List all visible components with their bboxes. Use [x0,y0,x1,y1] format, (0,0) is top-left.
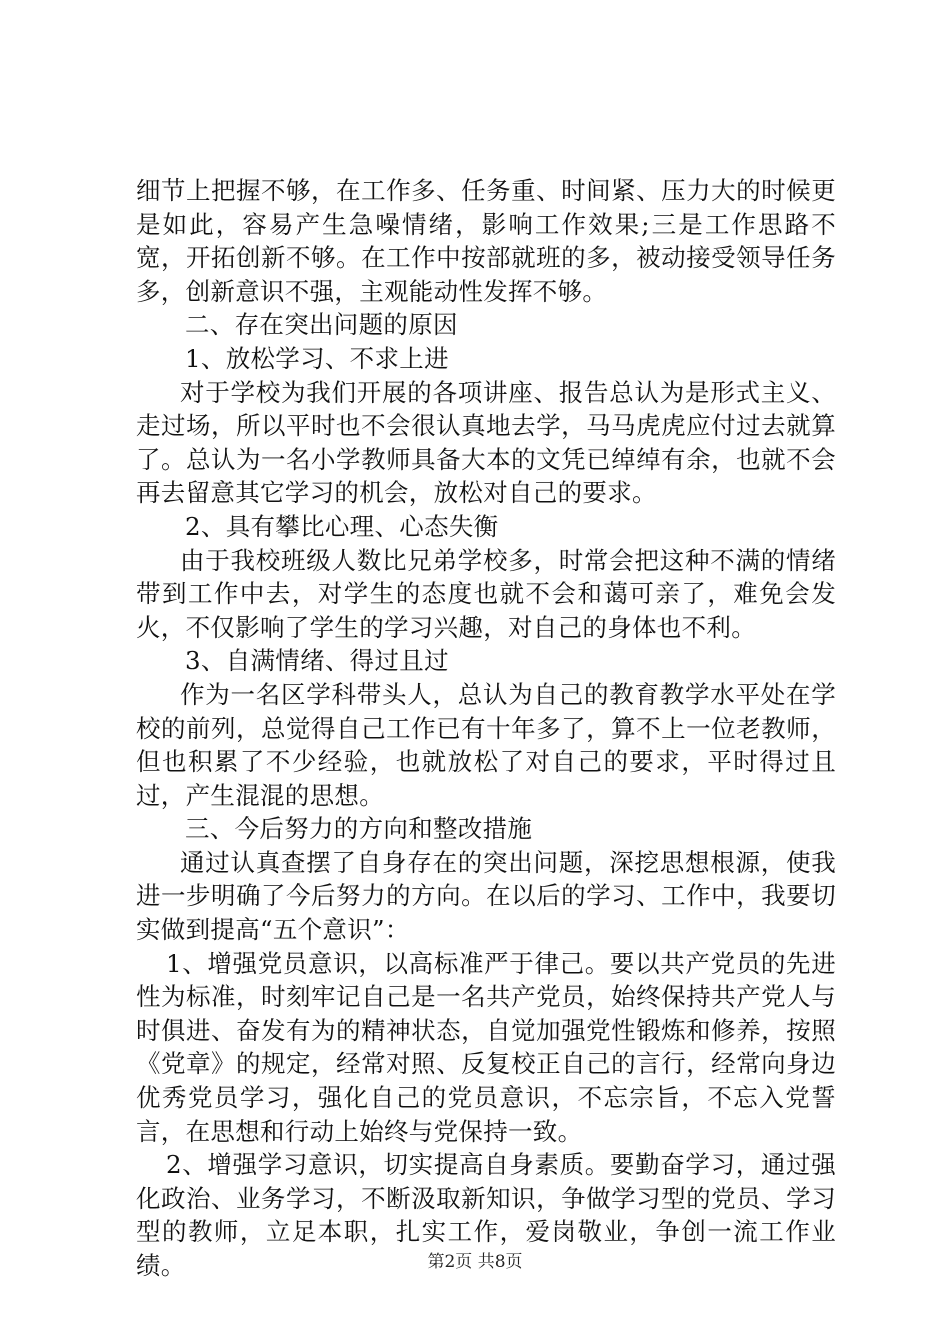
paragraph-cause-3: 作为一名区学科带头人，总认为自己的教育教学水平处在学校的前列，总觉得自己工作已有十年多了，算不上一位老教师，但也积累了不少经验，也就放松了对自己的要求，平时得过且过，产生混混的思想。 [136,679,836,810]
document-body [136,174,836,1283]
paragraph-measure-1: 1、增强党员意识，以高标准严于律己。要以共产党员的先进性为标准，时刻牢记自己是一名共产党员，始终保持共产党人与时俱进、奋发有为的精神状态，自觉加强党性锻炼和修养，按照《党章》的规定，经常对照、反复校正自己的言行，经常向身边优秀党员学习，强化自己的党员意识，不忘宗旨，不忘入党誓言，在思想和行动上始终与党保持一致。 [136,948,836,1146]
paragraph-continuation: 细节上把握不够，在工作多、任务重、时间紧、压力大的时候更是如此，容易产生急噪情绪，影响工作效果;三是工作思路不宽，开拓创新不够。在工作中按部就班的多，被动接受领导任务多，创新意识不强，主观能动性发挥不够。 [136,176,836,306]
paragraph-cause-1: 对于学校为我们开展的各项讲座、报告总认为是形式主义、走过场，所以平时也不会很认真地去学，马马虎虎应付过去就算了。总认为一名小学教师具备大本的文凭已绰绰有余，也就不会再去留意其它学习的机会，放松对自己的要求。 [136,377,836,508]
section-heading-causes: 二、存在突出问题的原因 [185,310,458,340]
section-heading-measures: 三、今后努力的方向和整改措施 [185,814,533,844]
page-number-footer: 第2页 共8页 [427,1252,523,1272]
paragraph-cause-2: 由于我校班级人数比兄弟学校多，时常会把这种不满的情绪带到工作中去，对学生的态度也就不会和蔼可亲了，难免会发火，不仅影响了学生的学习兴趣，对自己的身体也不利。 [136,545,836,642]
subheading-cause-2: 2、具有攀比心理、心态失衡 [185,511,499,541]
paragraph-measure-2: 2、增强学习意识，切实提高自身素质。要勤奋学习，通过强化政治、业务学习，不断汲取新知识，争做学习型的党员、学习型的教师，立足本职，扎实工作，爱岗敬业，争创一流工作业绩。 [136,1150,836,1280]
subheading-cause-1: 1、放松学习、不求上进 [185,343,449,373]
paragraph-measures-intro: 通过认真查摆了自身存在的突出问题，深挖思想根源，使我进一步明确了今后努力的方向。在以后的学习、工作中，我要切实做到提高“五个意识”： [136,847,836,945]
subheading-cause-3: 3、自满情绪、得过且过 [185,646,449,676]
